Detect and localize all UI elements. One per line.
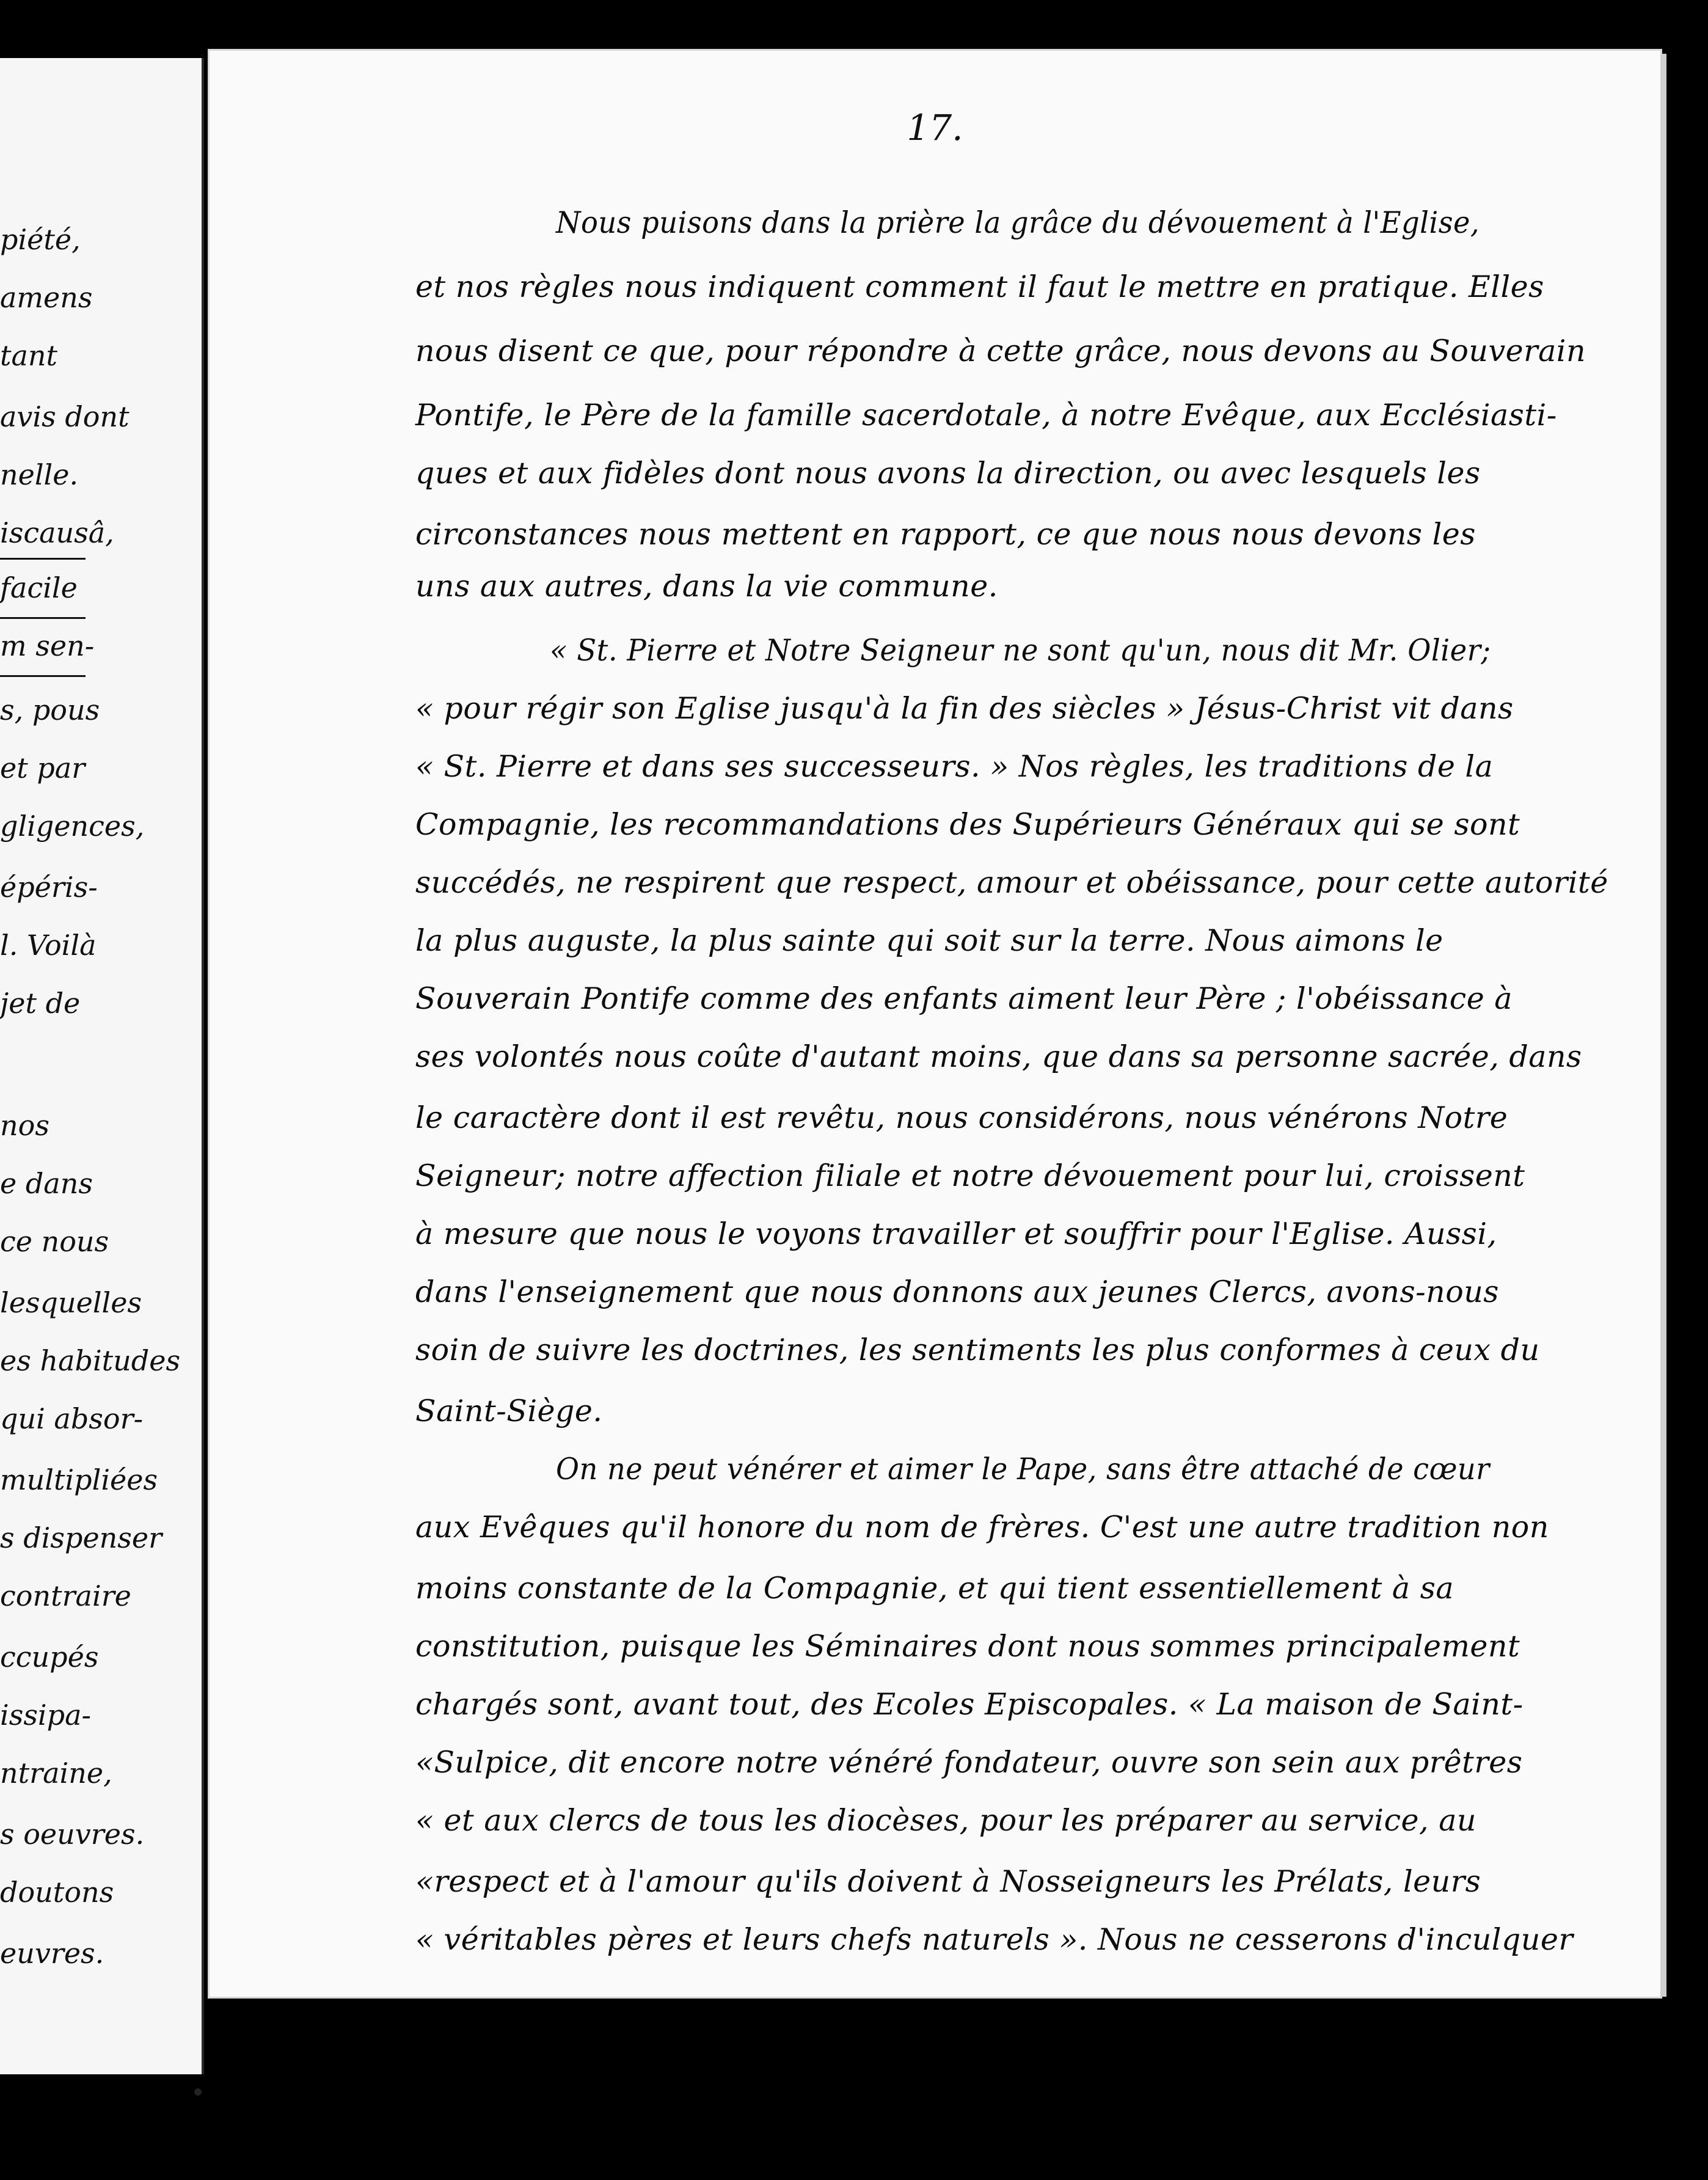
left-page-line: amens <box>0 281 93 314</box>
text-line: chargés sont, avant tout, des Ecoles Episcopales. « La maison de Saint- <box>415 1687 1524 1722</box>
text-line: «respect et à l'amour qu'ils doivent à Nosseigneurs les Prélats, leurs <box>415 1864 1481 1899</box>
text-line: « et aux clercs de tous les diocèses, pour les préparer au service, au <box>415 1803 1476 1838</box>
text-line: soin de suivre les doctrines, les sentiments les plus conformes à ceux du <box>415 1333 1540 1367</box>
left-page-line: euvres. <box>0 1937 104 1970</box>
text-line: moins constante de la Compagnie, et qui tient essentiellement à sa <box>415 1571 1454 1606</box>
text-line: « St. Pierre et dans ses successeurs. » Nos règles, les traditions de la <box>415 749 1494 784</box>
left-page-line: ccupés <box>0 1640 99 1673</box>
left-page-line: nelle. <box>0 458 79 491</box>
text-line: uns aux autres, dans la vie commune. <box>415 569 998 604</box>
underline-rule <box>0 617 86 619</box>
left-page-line: facile <box>0 571 78 604</box>
binding-mark <box>194 2088 202 2096</box>
left-page-line: épéris- <box>0 871 98 904</box>
left-page-line: m sen- <box>0 629 95 662</box>
left-page-line: avis dont <box>0 400 130 433</box>
left-page-line: es habitudes <box>0 1344 181 1377</box>
text-line: constitution, puisque les Séminaires dont nous sommes principalement <box>415 1629 1520 1664</box>
left-page-line: contraire <box>0 1579 131 1612</box>
left-page-line: et par <box>0 752 86 785</box>
text-line: Souverain Pontife comme des enfants aiment leur Père ; l'obéissance à <box>415 981 1513 1016</box>
left-page-line: iscausâ, <box>0 516 114 549</box>
text-line: « St. Pierre et Notre Seigneur ne sont qu'un, nous dit Mr. Olier; <box>550 633 1491 668</box>
text-line: et nos règles nous indiquent comment il faut le mettre en pratique. Elles <box>415 269 1544 304</box>
left-page-line: s, pous <box>0 693 100 726</box>
left-page-line: qui absor- <box>0 1402 144 1435</box>
left-page-line: ntraine, <box>0 1757 112 1790</box>
text-line: ques et aux fidèles dont nous avons la direction, ou avec lesquels les <box>415 456 1481 491</box>
left-page-line: lesquelles <box>0 1286 142 1319</box>
underline-rule <box>0 558 86 560</box>
left-page-line: s dispenser <box>0 1521 162 1554</box>
text-line: circonstances nous mettent en rapport, ce que nous nous devons les <box>415 517 1476 552</box>
text-line: Saint-Siège. <box>415 1394 603 1428</box>
previous-page-fragment <box>0 58 204 2074</box>
text-line: dans l'enseignement que nous donnons aux jeunes Clercs, avons-nous <box>415 1275 1499 1309</box>
left-page-line: tant <box>0 339 58 372</box>
page-number: 17. <box>907 107 963 148</box>
left-page-line: ce nous <box>0 1225 109 1258</box>
text-line: nous disent ce que, pour répondre à cette grâce, nous devons au Souverain <box>415 334 1586 368</box>
text-line: Compagnie, les recommandations des Supérieurs Généraux qui se sont <box>415 807 1520 842</box>
left-page-line: jet de <box>0 987 81 1020</box>
text-line: aux Evêques qu'il honore du nom de frères. C'est une autre tradition non <box>415 1510 1549 1545</box>
text-line: succédés, ne respirent que respect, amour et obéissance, pour cette autorité <box>415 865 1608 900</box>
text-line: « pour régir son Eglise jusqu'à la fin des siècles » Jésus-Christ vit dans <box>415 691 1514 726</box>
text-line: le caractère dont il est revêtu, nous considérons, nous vénérons Notre <box>415 1100 1508 1135</box>
left-page-line: multipliées <box>0 1463 158 1496</box>
text-line: On ne peut vénérer et aimer le Pape, sans être attaché de cœur <box>556 1452 1490 1487</box>
text-line: la plus auguste, la plus sainte qui soit sur la terre. Nous aimons le <box>415 923 1443 958</box>
left-page-line: s oeuvres. <box>0 1818 145 1851</box>
text-line: à mesure que nous le voyons travailler et souffrir pour l'Eglise. Aussi, <box>415 1216 1497 1251</box>
text-line: « véritables pères et leurs chefs naturels ». Nous ne cesserons d'inculquer <box>415 1922 1574 1957</box>
text-line: «Sulpice, dit encore notre vénéré fondateur, ouvre son sein aux prêtres <box>415 1745 1523 1780</box>
left-page-line: issipa- <box>0 1699 92 1732</box>
left-page-line: nos <box>0 1109 49 1142</box>
text-line: Nous puisons dans la prière la grâce du dévouement à l'Eglise, <box>556 205 1480 240</box>
left-page-line: piété, <box>0 223 81 256</box>
left-page-line: doutons <box>0 1876 114 1909</box>
page-edge-shadow <box>1660 54 1666 1997</box>
text-line: Pontife, le Père de la famille sacerdotale, à notre Evêque, aux Ecclésiasti- <box>415 398 1557 433</box>
left-page-line: l. Voilà <box>0 929 97 962</box>
left-page-line: gligences, <box>0 810 145 843</box>
underline-rule <box>0 675 86 677</box>
left-page-line: e dans <box>0 1167 93 1200</box>
text-line: Seigneur; notre affection filiale et notre dévouement pour lui, croissent <box>415 1158 1525 1193</box>
text-line: ses volontés nous coûte d'autant moins, que dans sa personne sacrée, dans <box>415 1039 1582 1074</box>
